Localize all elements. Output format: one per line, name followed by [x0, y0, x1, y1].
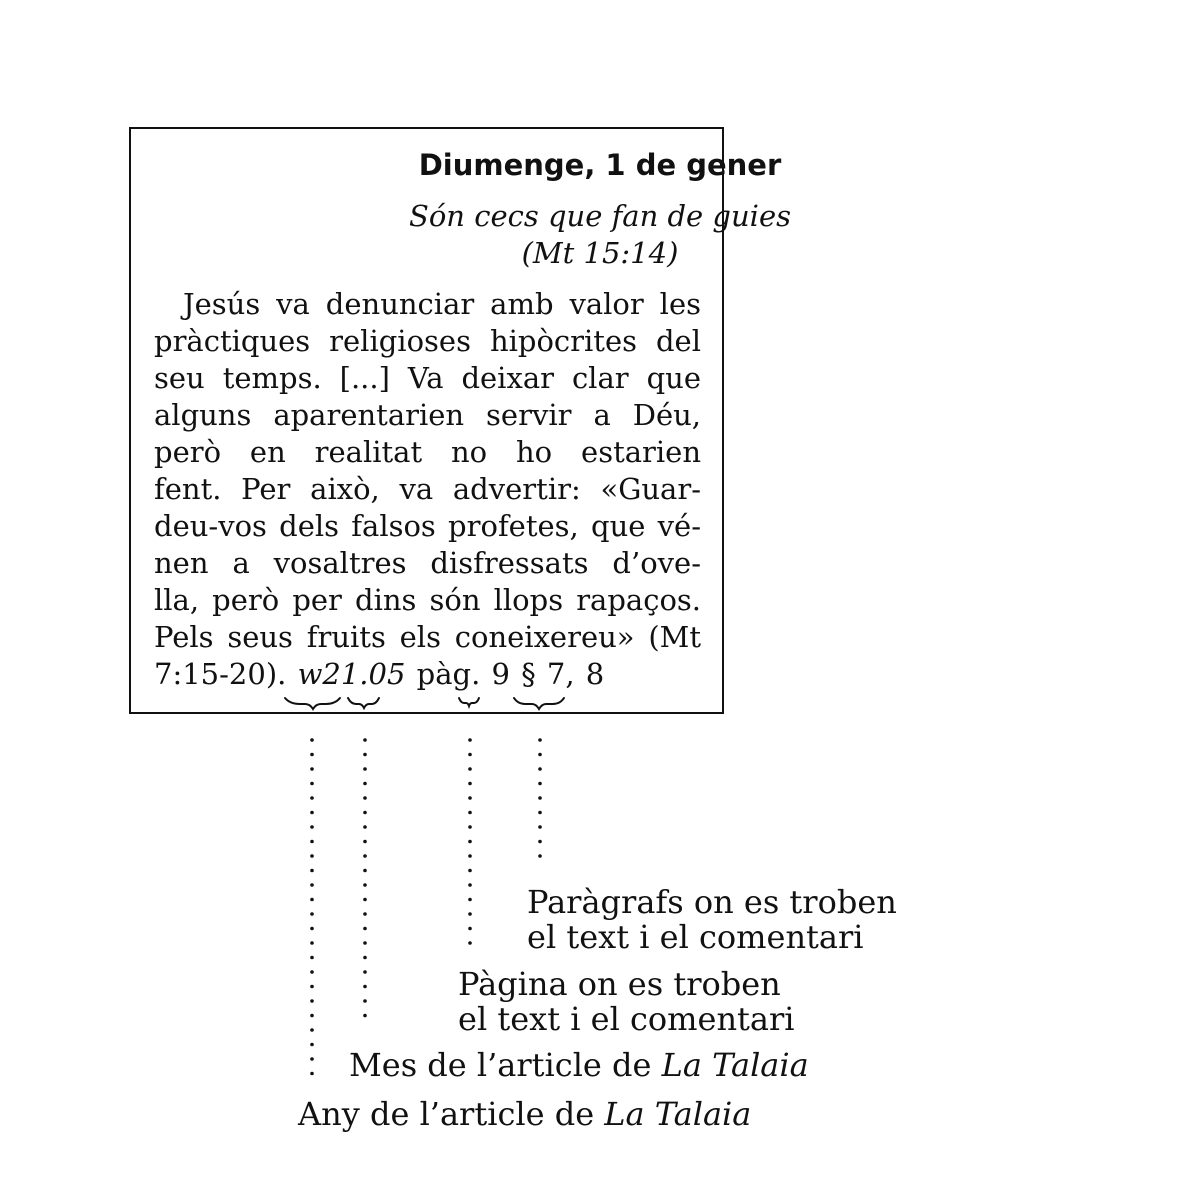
citation-year: w21. [297, 657, 369, 691]
year-label-title: La Talaia [604, 1095, 752, 1133]
page-brace [459, 698, 479, 706]
page-label-line1: Pàgina on es troben [458, 965, 781, 1003]
year-brace [285, 698, 340, 709]
card-body-line: seu temps. [...] Va deixar clar que [154, 361, 701, 395]
citation-lead: 7:15-20). [154, 657, 287, 691]
card-body-line: Jesús va denunciar amb valor les [183, 287, 701, 321]
paragraphs-label-line1: Paràgrafs on es troben [527, 883, 897, 921]
card-body-line: però en realitat no ho estarien [154, 435, 701, 469]
citation-paragraphs: 7, 8 [546, 657, 605, 691]
card-body-line: fent. Per això, va advertir: «Guar- [154, 472, 701, 506]
year-label-prefix: Any de l’article de [298, 1095, 595, 1133]
paragraphs-label-line2: el text i el comentari [527, 918, 864, 956]
page-label-line2: el text i el comentari [458, 1000, 795, 1038]
card-body-line: alguns aparentarien servir a Déu, [154, 398, 701, 432]
card-date: Diumenge, 1 de gener [418, 148, 782, 182]
card-body-line: lla, però per dins són llops rapaços. [154, 583, 701, 617]
card-body-line: Pels seus fruits els coneixereu» (Mt [154, 620, 701, 654]
month-label [349, 1048, 809, 1083]
card-body-line: pràctiques religioses hipòcrites del [154, 324, 701, 358]
year-label [298, 1097, 751, 1132]
paragraphs-brace [514, 698, 564, 709]
card-verse-text: Són cecs que fan de guies [408, 199, 791, 233]
card-body-line: nen a vosaltres disfressats d’ove- [154, 546, 701, 580]
citation-section-sign: § [521, 657, 536, 691]
citation-page: 9 [491, 657, 510, 691]
month-label-prefix: Mes de l’article de [349, 1046, 652, 1084]
month-brace [348, 698, 379, 708]
citation-page-word: pàg. [416, 657, 481, 691]
citation-month: 05 [368, 657, 406, 691]
card-verse-reference: (Mt 15:14) [521, 236, 679, 270]
month-label-title: La Talaia [661, 1046, 809, 1084]
card-body-line: deu-vos dels falsos profetes, que vé- [154, 509, 701, 543]
